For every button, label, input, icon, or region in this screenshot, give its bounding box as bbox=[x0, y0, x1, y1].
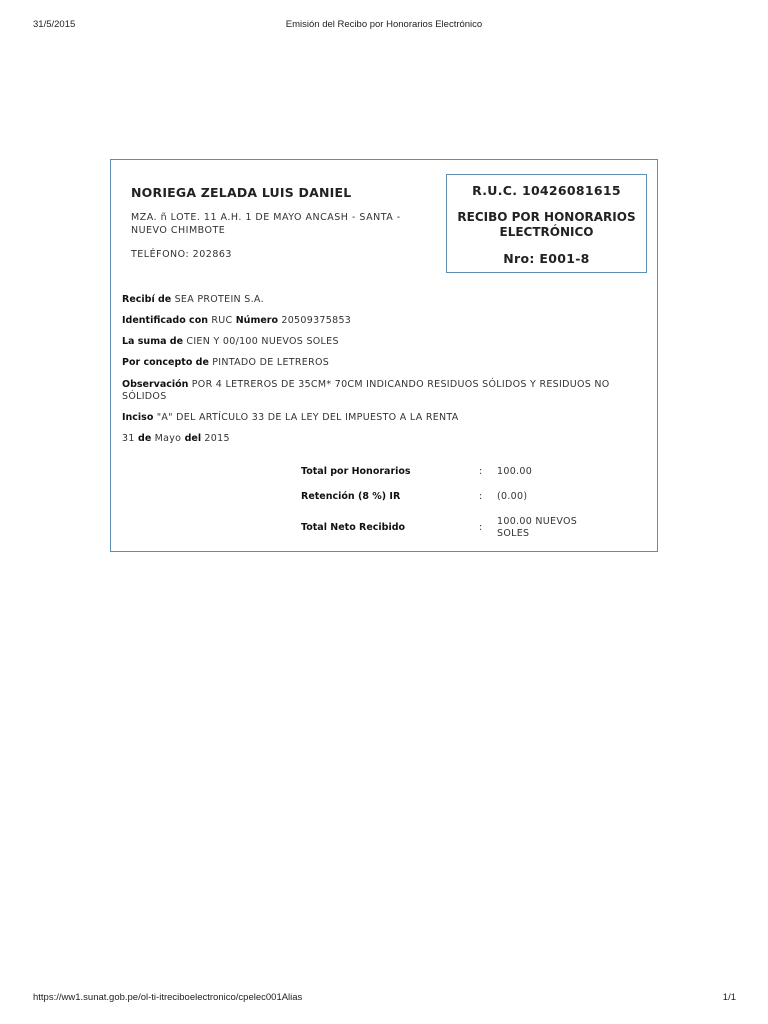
document-box bbox=[446, 174, 647, 273]
suma-value: CIEN Y 00/100 NUEVOS SOLES bbox=[186, 336, 339, 347]
document-title: RECIBO POR HONORARIOS ELECTRÓNICO bbox=[457, 210, 636, 239]
recibi-label: Recibí de bbox=[122, 294, 172, 305]
concepto-value: PINTADO DE LETREROS bbox=[212, 357, 330, 368]
receipt bbox=[110, 159, 658, 552]
date-month: Mayo bbox=[154, 433, 182, 444]
numero-value: 20509375853 bbox=[281, 315, 352, 326]
retencion-value: (0.00) bbox=[497, 491, 528, 502]
issuer-address: MZA. ñ LOTE. 11 A.H. 1 DE MAYO ANCASH - SANTA - NUEVO CHIMBOTE bbox=[131, 212, 401, 236]
issuer-phone: TELÉFONO: 202863 bbox=[131, 249, 232, 260]
suma-label: La suma de bbox=[122, 336, 184, 347]
recibi-value: SEA PROTEIN S.A. bbox=[174, 294, 264, 305]
date-year: 2015 bbox=[204, 433, 230, 444]
document-number: Nro: E001-8 bbox=[503, 251, 590, 266]
total-neto-value: 100.00 NUEVOS SOLES bbox=[497, 516, 578, 539]
total-neto-label: Total Neto Recibido bbox=[301, 522, 406, 533]
numero-label: Número bbox=[235, 315, 279, 326]
print-date: 31/5/2015 bbox=[33, 19, 76, 30]
field-observacion bbox=[122, 379, 652, 403]
date-de: de bbox=[138, 433, 152, 444]
document-ruc: R.U.C. 10426081615 bbox=[472, 183, 621, 198]
total-honorarios-label: Total por Honorarios bbox=[301, 466, 411, 477]
identificado-type: RUC bbox=[211, 315, 233, 326]
inciso-value: "A" DEL ARTÍCULO 33 DE LA LEY DEL IMPUESTO A LA RENTA bbox=[156, 412, 459, 423]
total-honorarios-value: 100.00 bbox=[497, 466, 533, 477]
date-del: del bbox=[184, 433, 202, 444]
field-identificado bbox=[122, 315, 652, 327]
print-page-number: 1/1 bbox=[722, 992, 736, 1003]
total-honorarios-colon: : bbox=[479, 466, 483, 477]
inciso-label: Inciso bbox=[122, 412, 154, 423]
field-concepto bbox=[122, 357, 652, 369]
observacion-label: Observación bbox=[122, 379, 189, 390]
observacion-value: POR 4 LETREROS DE 35CM* 70CM INDICANDO RESIDUOS SÓLIDOS Y RESIDUOS NO SÓLIDOS bbox=[122, 379, 610, 402]
print-header bbox=[0, 19, 768, 33]
print-url: https://ww1.sunat.gob.pe/ol-ti-itreciboelectronico/cpelec001Alias bbox=[33, 992, 303, 1003]
concepto-label: Por concepto de bbox=[122, 357, 209, 368]
print-footer bbox=[0, 992, 768, 1006]
print-title: Emisión del Recibo por Honorarios Electrónico bbox=[285, 19, 483, 30]
identificado-label: Identificado con bbox=[122, 315, 208, 326]
total-neto-colon: : bbox=[479, 522, 483, 533]
field-date bbox=[122, 433, 652, 445]
date-day: 31 bbox=[122, 433, 135, 444]
field-suma bbox=[122, 336, 652, 348]
retencion-label: Retención (8 %) IR bbox=[301, 491, 401, 502]
issuer-name: NORIEGA ZELADA LUIS DANIEL bbox=[131, 185, 352, 200]
field-recibi bbox=[122, 294, 652, 306]
retencion-colon: : bbox=[479, 491, 483, 502]
field-inciso bbox=[122, 412, 652, 424]
